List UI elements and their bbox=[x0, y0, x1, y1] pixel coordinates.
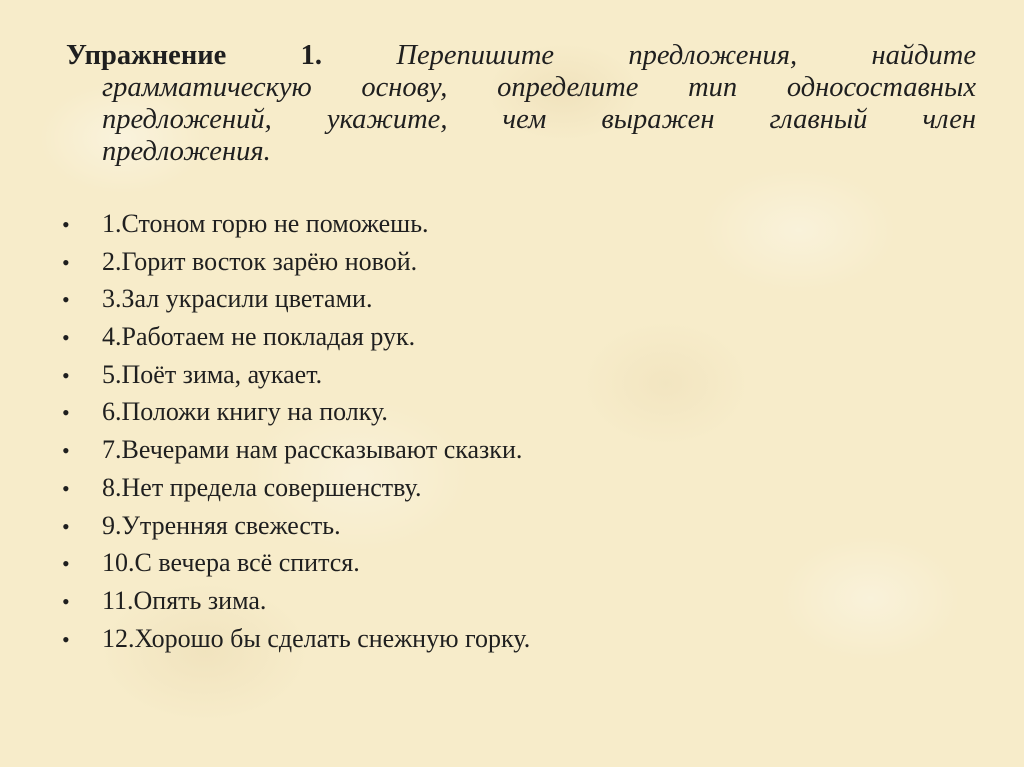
list-item bbox=[62, 356, 530, 394]
list-item bbox=[62, 544, 530, 582]
bullet: • bbox=[62, 249, 70, 275]
sentence-7: 7.Вечерами нам рассказывают сказки. bbox=[102, 435, 523, 465]
sentence-4: 4.Работаем не покладая рук. bbox=[102, 322, 416, 352]
instruction-line-4: предложения. bbox=[102, 136, 271, 167]
list-item bbox=[62, 469, 530, 507]
bullet: • bbox=[62, 551, 70, 577]
bullet: • bbox=[62, 588, 70, 614]
sentence-11: 11.Опять зима. bbox=[102, 585, 267, 615]
bullet: • bbox=[62, 325, 70, 351]
instruction-text-1: Перепишите предложения, найдите bbox=[396, 40, 977, 71]
instruction-line-3: предложений, укажите, чем выражен главный член bbox=[102, 104, 976, 135]
list-item bbox=[62, 393, 530, 431]
instruction-line-1 bbox=[66, 40, 976, 72]
list-item bbox=[62, 507, 530, 545]
exercise-instructions bbox=[66, 40, 976, 168]
instruction-line-2: грамматическую основу, определите тип односоставных bbox=[102, 72, 976, 103]
sentence-2: 2.Горит восток зарёю новой. bbox=[102, 246, 418, 276]
list-item bbox=[62, 280, 530, 318]
bullet: • bbox=[62, 438, 70, 464]
bullet: • bbox=[62, 400, 70, 426]
sentence-6: 6.Положи книгу на полку. bbox=[102, 397, 388, 427]
list-item bbox=[62, 582, 530, 620]
list-item bbox=[62, 243, 530, 281]
sentence-9: 9.Утренняя свежесть. bbox=[102, 510, 341, 540]
sentence-5: 5.Поёт зима, аукает. bbox=[102, 359, 323, 389]
list-item bbox=[62, 318, 530, 356]
bullet: • bbox=[62, 287, 70, 313]
sentence-12: 12.Хорошо бы сделать снежную горку. bbox=[102, 623, 531, 653]
bullet: • bbox=[62, 626, 70, 652]
sentence-list bbox=[62, 205, 530, 657]
bullet: • bbox=[62, 513, 70, 539]
bullet: • bbox=[62, 212, 70, 237]
sentence-10: 10.С вечера всё спится. bbox=[102, 548, 360, 578]
list-item bbox=[62, 431, 530, 469]
sentence-3: 3.Зал украсили цветами. bbox=[102, 284, 373, 314]
bullet: • bbox=[62, 475, 70, 501]
list-item bbox=[62, 620, 530, 658]
sentence-8: 8.Нет предела совершенству. bbox=[102, 472, 422, 502]
exercise-title: Упражнение 1. bbox=[66, 40, 323, 71]
sentence-1: 1.Стоном горю не поможешь. bbox=[102, 209, 429, 238]
bullet: • bbox=[62, 362, 70, 388]
list-item bbox=[62, 205, 530, 243]
